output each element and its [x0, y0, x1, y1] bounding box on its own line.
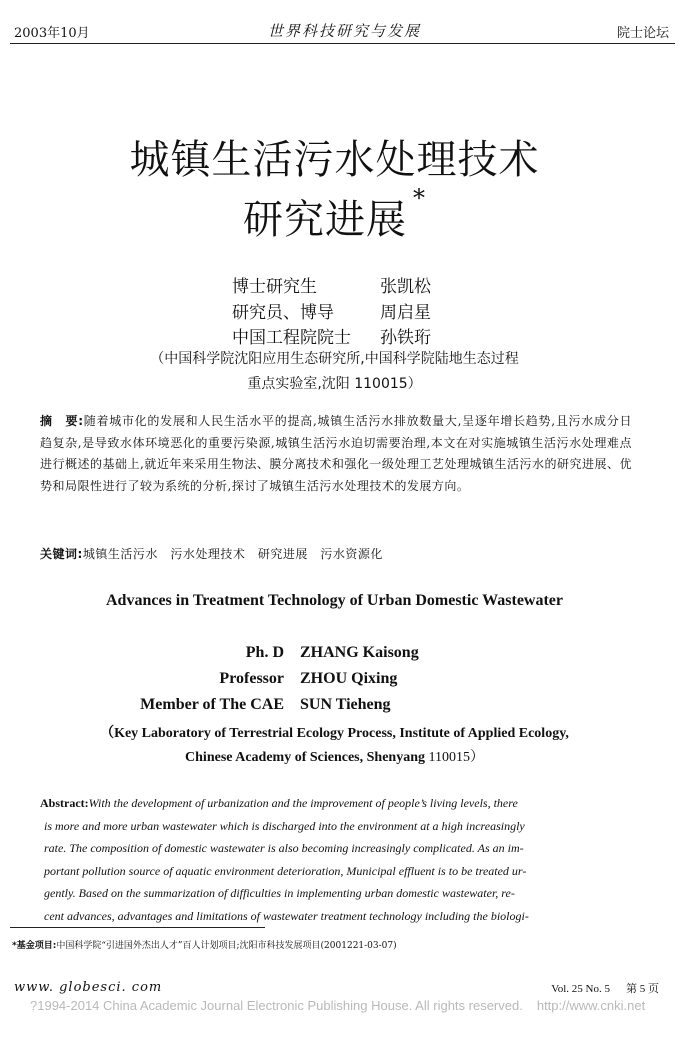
en-author-1-name: ZHANG Kaisong	[300, 644, 419, 661]
abstract-en-line-6: cent advances, advantages and limitations of wastewater treatment technology including the biologi-	[44, 908, 529, 923]
title-line-2-wrap	[0, 184, 669, 245]
abstract-en-line-4: portant pollution source of aquatic environment deterioration, Municipal effluent is to be treated ur-	[44, 863, 527, 878]
en-author-3-role: Member of The CAE	[140, 696, 284, 713]
journal-name: 世界科技研究与发展	[267, 22, 421, 40]
abstract-cn-text: 随着城市化的发展和人民生活水平的提高,城镇生活污水排放数量大,呈逐年增长趋势,且污水成分日趋复杂,是导致水体环境恶化的重要污染源,城镇生活污水迫切需要治理,本文在对实施城镇生活污水处理难点进行概述的基础上,就近年来采用生物法、膜分离技术和强化一级处理工艺处理城镇生活污水的研究进展、优势和局限性进行了较为系统的分析,探讨了城镇生活污水处理技术的发展方向。	[40, 414, 632, 493]
affiliation-line-1: （中国科学院沈阳应用生态研究所,中国科学院陆地生态过程	[150, 351, 519, 367]
footnote-label: *基金项目:	[12, 941, 57, 951]
en-affiliation-line-2: Chinese Academy of Sciences, Shenyang	[185, 750, 425, 765]
footer-page: 第 5 页	[626, 983, 659, 995]
footer-cnki-link[interactable]: http://www.cnki.net	[536, 998, 646, 1013]
english-title: Advances in Treatment Technology of Urban Domestic Wastewater	[105, 592, 563, 609]
abstract-cn-label: 摘 要:	[40, 414, 84, 428]
abstract-en-label: Abstract:	[40, 796, 89, 810]
title-line-1: 城镇生活污水处理技术	[129, 137, 540, 183]
author-3-name: 孙铁珩	[380, 328, 431, 348]
en-author-2-role: Professor	[219, 670, 284, 687]
title-line-2: 研究进展	[243, 197, 407, 243]
en-affiliation-code: 110015）	[428, 750, 484, 765]
en-affiliation-line-2-wrap	[0, 746, 669, 766]
title-footnote-marker: *	[413, 184, 426, 212]
author-2-name: 周启星	[380, 303, 431, 323]
header-date: 2003年10月	[14, 26, 90, 41]
author-3-role: 中国工程院院士	[232, 328, 351, 348]
section-name: 院士论坛	[616, 26, 669, 41]
affiliation-line-2: 重点实验室,沈阳 110015）	[247, 376, 422, 392]
en-affiliation-line-1: （Key Laboratory of Terrestrial Ecology Process, Institute of Applied Ecology,	[100, 726, 569, 741]
footer-volume: Vol. 25 No. 5	[551, 983, 610, 995]
abstract-en	[40, 792, 630, 927]
footer-website: www. globesci. com	[14, 980, 163, 995]
keywords-cn-text: 城镇生活污水 污水处理技术 研究进展 污水资源化	[82, 547, 383, 561]
abstract-en-line-3: rate. The composition of domestic wastewater is also becoming increasingly complicated. As an im-	[44, 841, 524, 855]
abstract-en-line-1: With the development of urbanization and the improvement of people’s living levels, there	[88, 796, 518, 810]
footnote-text: 中国科学院“引进国外杰出人才”百人计划项目;沈阳市科技发展项目(2001221-03-07)	[56, 941, 397, 951]
en-author-2-name: ZHOU Qixing	[300, 670, 398, 687]
footnote-rule	[10, 927, 265, 928]
author-2-role: 研究员、博导	[232, 303, 334, 323]
footer-page-info	[535, 980, 659, 996]
footer-copyright-line	[30, 998, 645, 1013]
abstract-en-line-5: gently. Based on the summarization of difficulties in implementing urban domestic wastewater, re-	[44, 886, 515, 900]
en-author-1-role: Ph. D	[245, 644, 284, 661]
header-rule	[10, 43, 675, 44]
footnote	[12, 938, 397, 951]
footer-copyright: ?1994-2014 China Academic Journal Electronic Publishing House. All rights reserved.	[30, 998, 523, 1013]
abstract-cn	[40, 411, 632, 497]
abstract-en-line-2: is more and more urban wastewater which is discharged into the environment at a high increasingly	[44, 818, 525, 833]
keywords-cn-label: 关键词:	[40, 547, 83, 561]
en-author-3-name: SUN Tieheng	[300, 696, 391, 713]
author-1-name: 张凯松	[380, 277, 431, 297]
author-1-role: 博士研究生	[232, 277, 317, 297]
keywords-cn	[40, 544, 632, 566]
